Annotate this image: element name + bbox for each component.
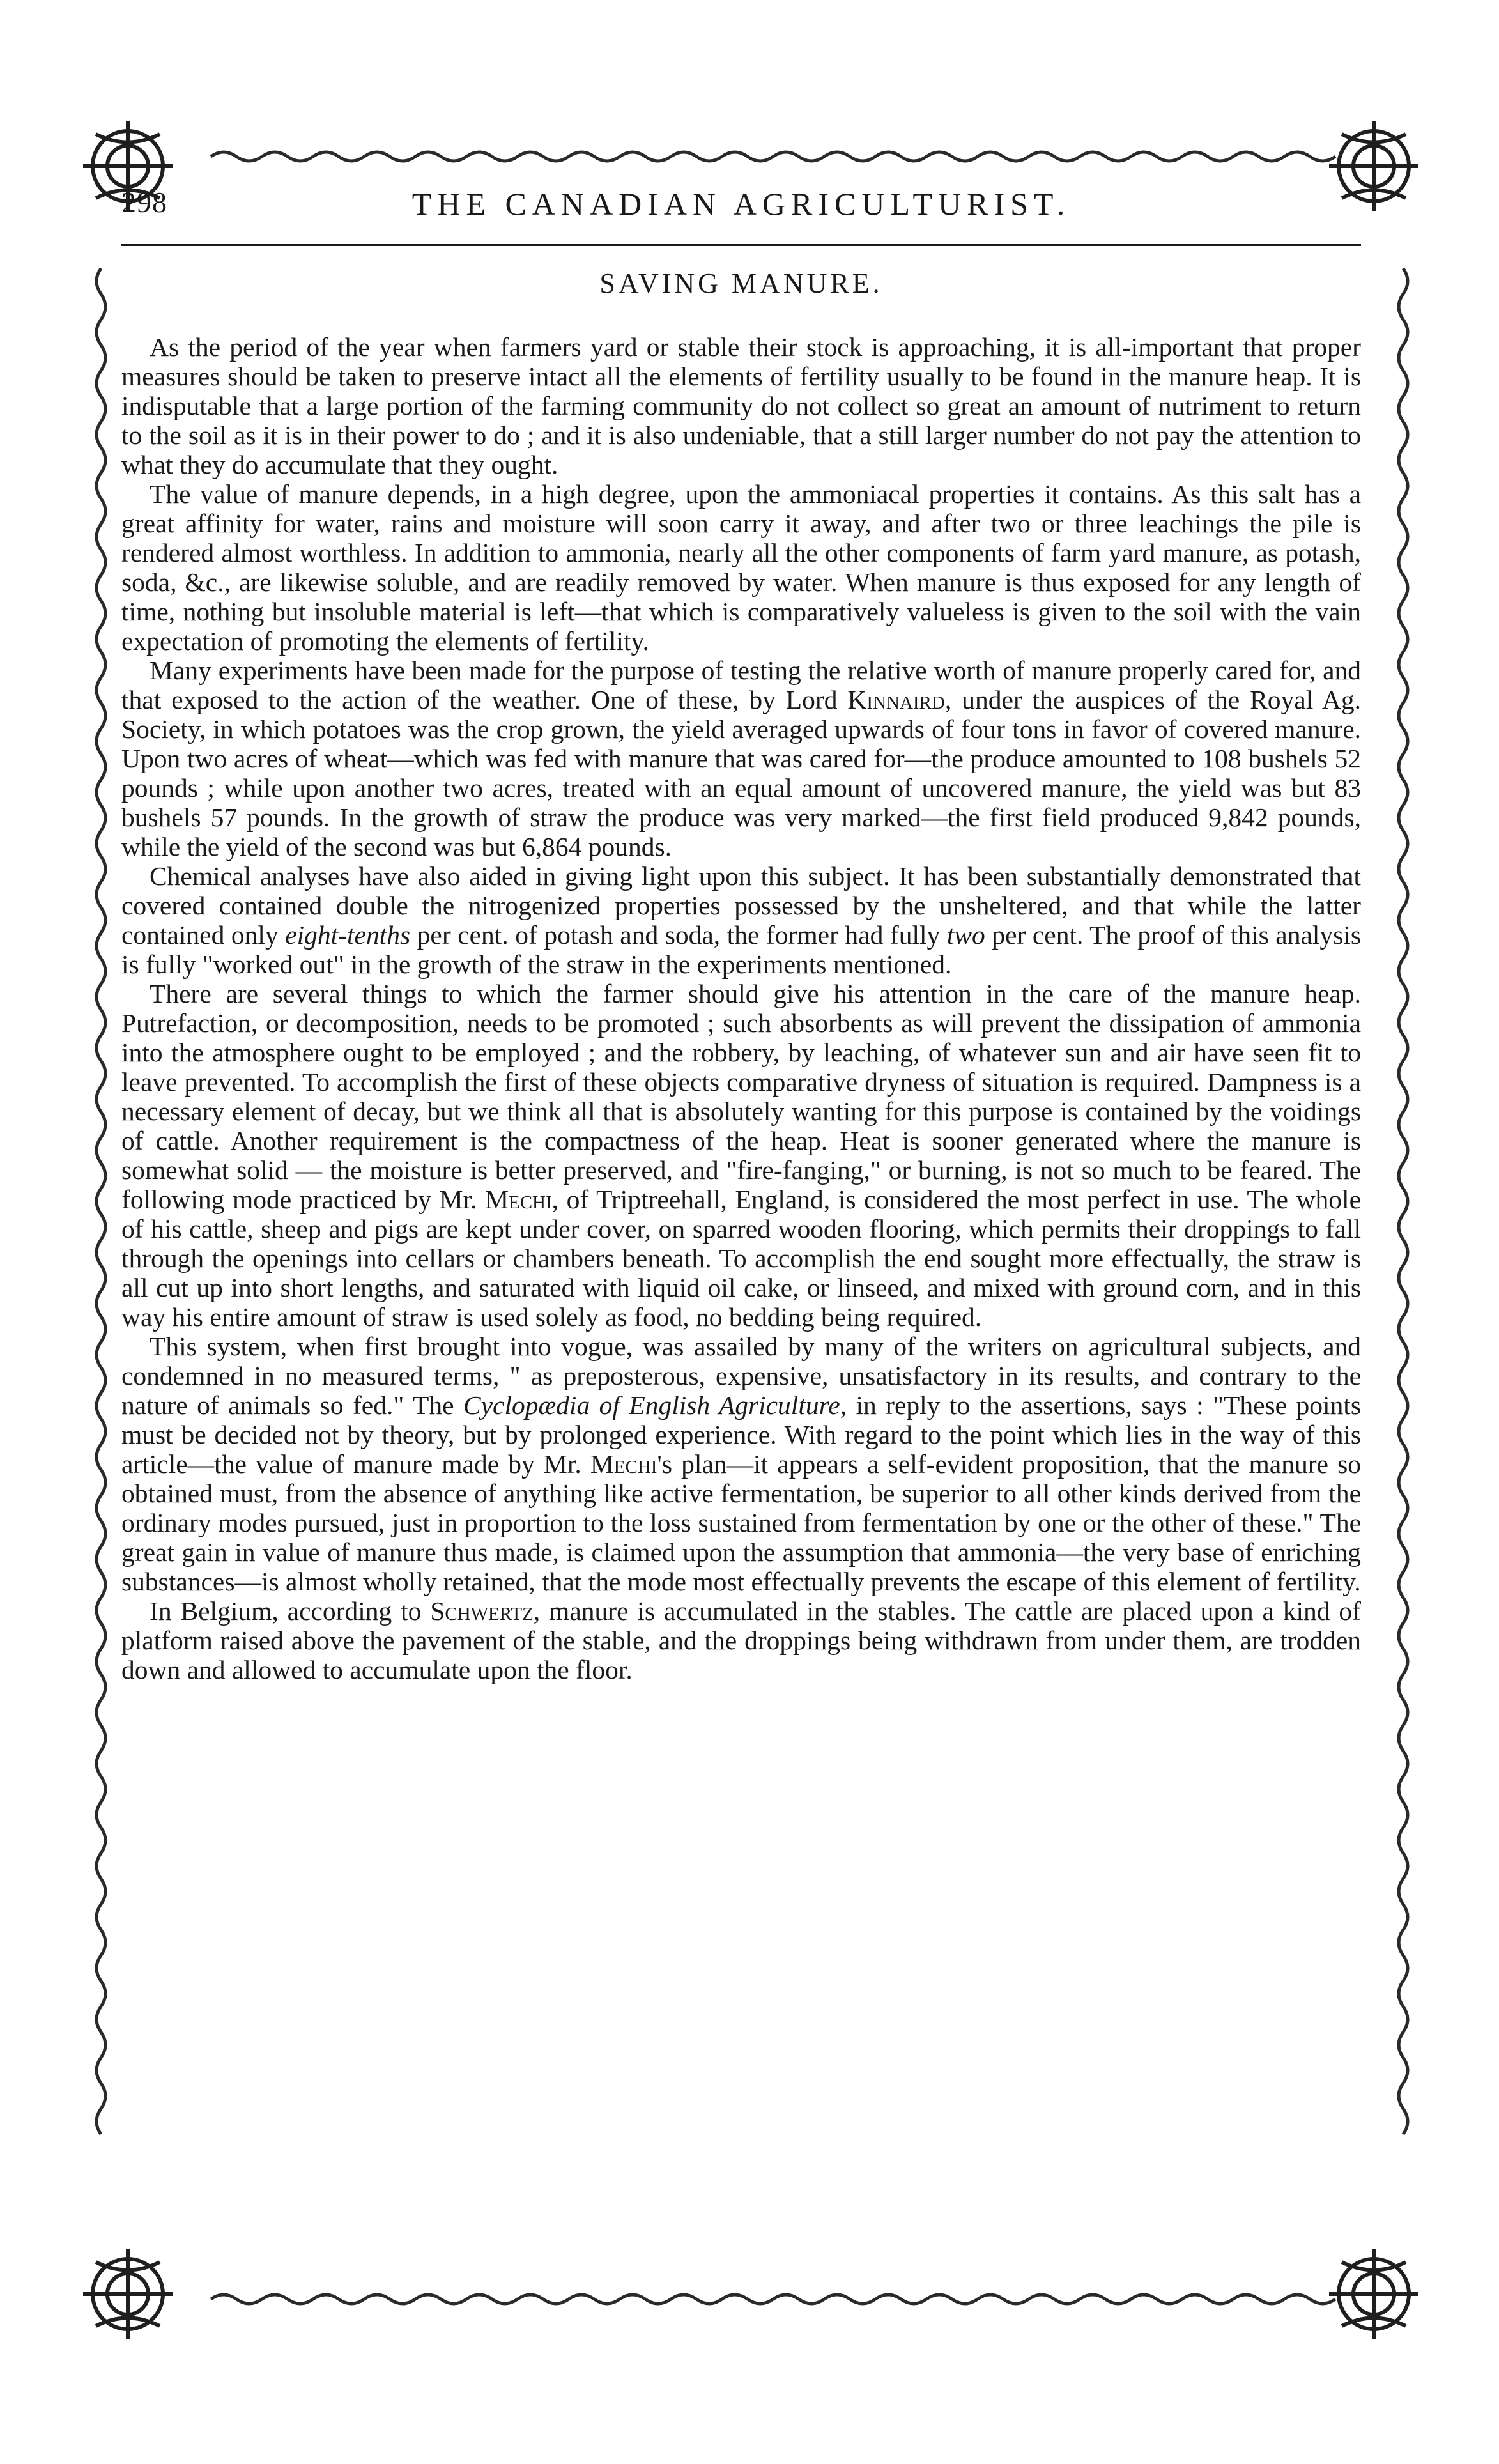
paragraph-4 <box>121 861 1361 979</box>
book-title: Cyclopædia of English Agriculture <box>463 1390 840 1420</box>
running-head: THE CANADIAN AGRICULTURIST. <box>411 186 1071 222</box>
article-body <box>121 332 1361 1684</box>
header-rule <box>121 244 1361 246</box>
paragraph-text: Chemical analyses have also aided in giving light upon this subject. It has been substantially demonstrated that covered contained double the nitrogenized properties possessed by the unsheltered, and that while the latter contained only <box>121 861 1361 950</box>
paragraph-text: per cent. The proof of this analysis is fully "worked out" in the growth of the straw in the experiments mentioned. <box>121 920 1361 979</box>
paragraph-text: , of Triptreehall, England, is considered the most perfect in use. The whole of his cattle, sheep and pigs are kept under cover, on sparred wooden flooring, which permits their droppings to fall through the openings into cellars or chambers beneath. To accomplish the end sought more effectually, the straw is all cut up into short lengths, and saturated with liquid oil cake, or linseed, and mixed with ground corn, and in this way his entire amount of straw is used solely as food, no bedding being required. <box>121 1185 1361 1332</box>
page-header <box>121 185 1361 236</box>
paragraph-text: 's plan—it appears a self-evident proposition, that the manure so obtained must, from the absence of anything like active fermentation, be superior to all other kinds derived from the ordinary modes pursued, just in proportion to the loss sustained from fermentation by one or the other of these." The great gain in value of manure thus made, is claimed upon the assumption that ammonia—the very base of enriching substances—is almost wholly retained, that the mode most effectually prevents the escape of this element of fertility. <box>121 1449 1361 1596</box>
paragraph-text: , in reply to the assertions, says : "These points must be decided not by theory, but by prolonged experience. With regard to the point which lies in the way of this article—the value of manure made by Mr. <box>121 1390 1361 1479</box>
paragraph-text: , under the auspices of the Royal Ag. Society, in which potatoes was the crop grown, the yield averaged upwards of four tons in favor of covered manure. Upon two acres of wheat—which was fed with manure that was cared for—the produce amounted to 108 bushels 52 pounds ; while upon another two acres, treated with an equal amount of uncovered manure, the yield was but 83 bushels 57 pounds. In the growth of straw the produce was very marked—the first field produced 9,842 pounds, while the yield of the second was but 6,864 pounds. <box>121 685 1361 861</box>
paragraph-text: per cent. of potash and soda, the former had fully <box>410 920 947 950</box>
paragraph-7 <box>121 1596 1361 1684</box>
person-name: Schwertz <box>430 1596 534 1626</box>
paragraph-3 <box>121 656 1361 861</box>
paragraph-1 <box>121 332 1361 479</box>
page-number: 298 <box>121 186 167 219</box>
emphasis: eight-tenths <box>285 920 411 950</box>
paragraph-text: As the period of the year when farmers yard or stable their stock is approaching, it is all-important that proper measures should be taken to preserve intact all the elements of fertility usually to be found in the manure heap. It is indisputable that a large portion of the farming community do not collect so great an amount of nutriment to return to the soil as it is in their power to do ; and it is also undeniable, that a still larger number do not pay the attention to what they do accumulate that they ought. <box>121 332 1361 479</box>
emphasis: two <box>946 920 985 950</box>
paragraph-text: The value of manure depends, in a high degree, upon the ammoniacal properties it contains. As this salt has a great affinity for water, rains and moisture will soon carry it away, and after two or three leachings the pile is rendered almost worthless. In addition to ammonia, nearly all the other components of farm yard manure, as potash, soda, &c., are likewise soluble, and are readily removed by water. When manure is thus exposed for any length of time, nothing but insoluble material is left—that which is comparatively valueless is given to the soil with the vain expectation of promoting the elements of fertility. <box>121 479 1361 656</box>
paragraph-text: This system, when first brought into vogue, was assailed by many of the writers on agricultural subjects, and condemned in no measured terms, " as preposterous, expensive, unsatisfactory in its results, and contrary to the nature of animals so fed." The <box>121 1332 1361 1420</box>
paragraph-2 <box>121 479 1361 656</box>
person-name: Mechi <box>485 1185 552 1214</box>
paragraph-text: Many experiments have been made for the purpose of testing the relative worth of manure properly cared for, and that exposed to the action of the weather. One of these, by Lord <box>121 656 1361 714</box>
paragraph-6 <box>121 1332 1361 1596</box>
person-name: Mechi <box>590 1449 657 1479</box>
article-title: SAVING MANURE. <box>599 268 883 299</box>
paragraph-text: , manure is accumulated in the stables. The cattle are placed upon a kind of platform raised above the pavement of the stable, and the droppings being withdrawn from under them, are trodden down and allowed to accumulate upon the floor. <box>121 1596 1361 1684</box>
paragraph-text: There are several things to which the farmer should give his attention in the care of the manure heap. Putrefaction, or decomposition, needs to be promoted ; such absorbents as will prevent the dissipation of ammonia into the atmosphere ought to be employed ; and the robbery, by leaching, of whatever sun and air have seen fit to leave prevented. To accomplish the first of these objects comparative dryness of situation is required. Dampness is a necessary element of decay, but we think all that is absolutely wanting for this purpose is contained by the voidings of cattle. Another requirement is the compactness of the heap. Heat is sooner generated where the manure is somewhat solid — the moisture is better preserved, and "fire-fanging," or burning, is not so much to be feared. The following mode practiced by Mr. <box>121 979 1361 1214</box>
paragraph-5 <box>121 979 1361 1332</box>
person-name: Kinnaird <box>847 685 945 714</box>
paragraph-text: In Belgium, according to <box>150 1596 431 1626</box>
